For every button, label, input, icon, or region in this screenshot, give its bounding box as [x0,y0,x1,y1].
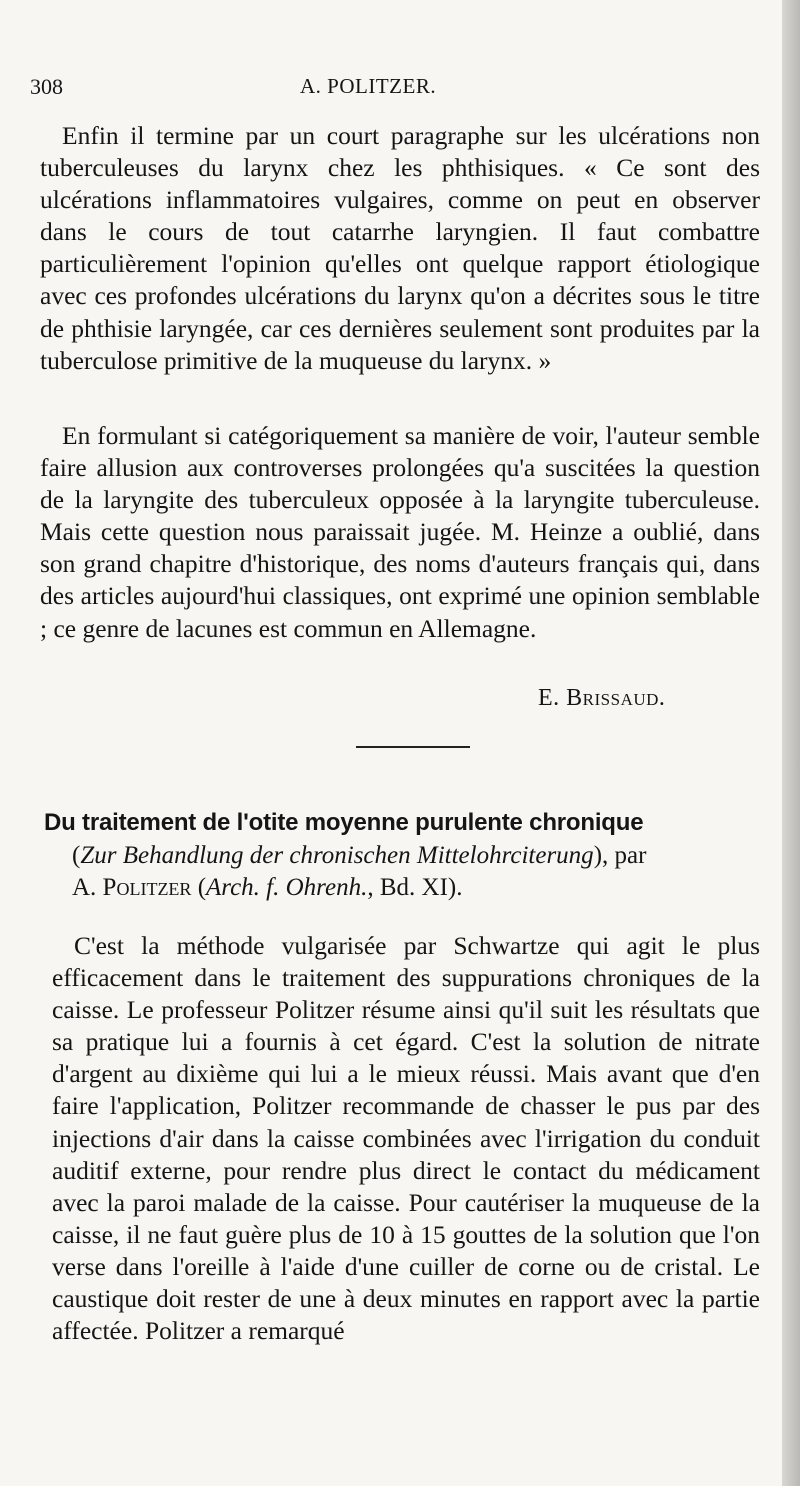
page-header [30,74,750,104]
section-laryngeal-ulcerations [40,120,760,377]
article-source [44,872,760,904]
signature [538,685,665,712]
source-open: ( [191,874,207,901]
section-commentary [40,420,760,645]
paragraph-commentary: En formulant si catégoriquement sa manière de voir, l'auteur semble faire allusion aux controverses prolongées qu'a suscitées la question de la laryngite des tuberculeux opposée à la laryngite tuberculeuse. Mais cette question nous paraissait jugée. M. Heinze a oublié, dans son grand chapitre d'historique, des noms d'auteurs français qui, dans des articles aujourd'hui classiques, ont exprimé une opinion semblable ; ce genre de lacunes est commun en Allemagne. [40,421,760,643]
article-title: Du traitement de l'otite moyenne purulente chronique [44,809,644,836]
signature-initial: E. [538,685,560,711]
page-number: 308 [30,74,63,99]
page-edge [782,0,800,1486]
subtitle-open: ( [72,842,81,869]
section-otitis-treatment [52,930,760,1347]
subtitle-close: ), par [593,842,647,869]
source-close: , Bd. XI). [367,874,463,901]
article-heading [44,806,760,904]
article-subtitle [44,840,760,872]
paragraph-treatment: C'est la méthode vulgarisée par Schwartze qui agit le plus efficacement dans le traitement des suppurations chroniques de la caisse. Le professeur Politzer résume ainsi qu'il suit les résultats que sa pratique lui a fournis à cet égard. C'est la solution de nitrate d'argent au dixième qui lui a le mieux réussi. Mais avant que d'en faire l'application, Politzer recommande de chasser le pus par des injections d'air dans la caisse combinées avec l'irrigation du conduit auditif externe, pour rendre plus direct le contact du médicament avec la paroi malade de la caisse. Pour cautériser la muqueuse de la caisse, il ne faut guère plus de 10 à 15 gouttes de la solution que l'on verse dans l'oreille à l'aide d'une cuiller de corne ou de cristal. Le caustique doit rester de une à deux minutes en rapport avec la partie affectée. Politzer a remarqué [52,931,760,1346]
german-title: Zur Behandlung der chronischen Mittelohrciterung [80,842,594,869]
running-head: A. POLITZER. [300,74,437,98]
article-author: A. Politzer [72,874,192,901]
section-divider [356,746,470,748]
signature-name: Brissaud. [566,685,666,711]
paragraph-ulcerations: Enfin il termine par un court paragraphe sur les ulcérations non tuberculeuses du larynx chez les phthisiques. « Ce sont des ulcérations inflammatoires vulgaires, comme on peut en observer dans le cours de tout catarrhe laryngien. Il faut combattre particulièrement l'opinion qu'elles ont quelque rapport étiologique avec ces profondes ulcérations du larynx qu'on a décrites sous le titre de phthisie laryngée, car ces dernières seulement sont produites par la tuberculose primitive de la muqueuse du larynx. » [40,121,760,375]
journal-name: Arch. f. Ohrenh. [206,874,368,901]
